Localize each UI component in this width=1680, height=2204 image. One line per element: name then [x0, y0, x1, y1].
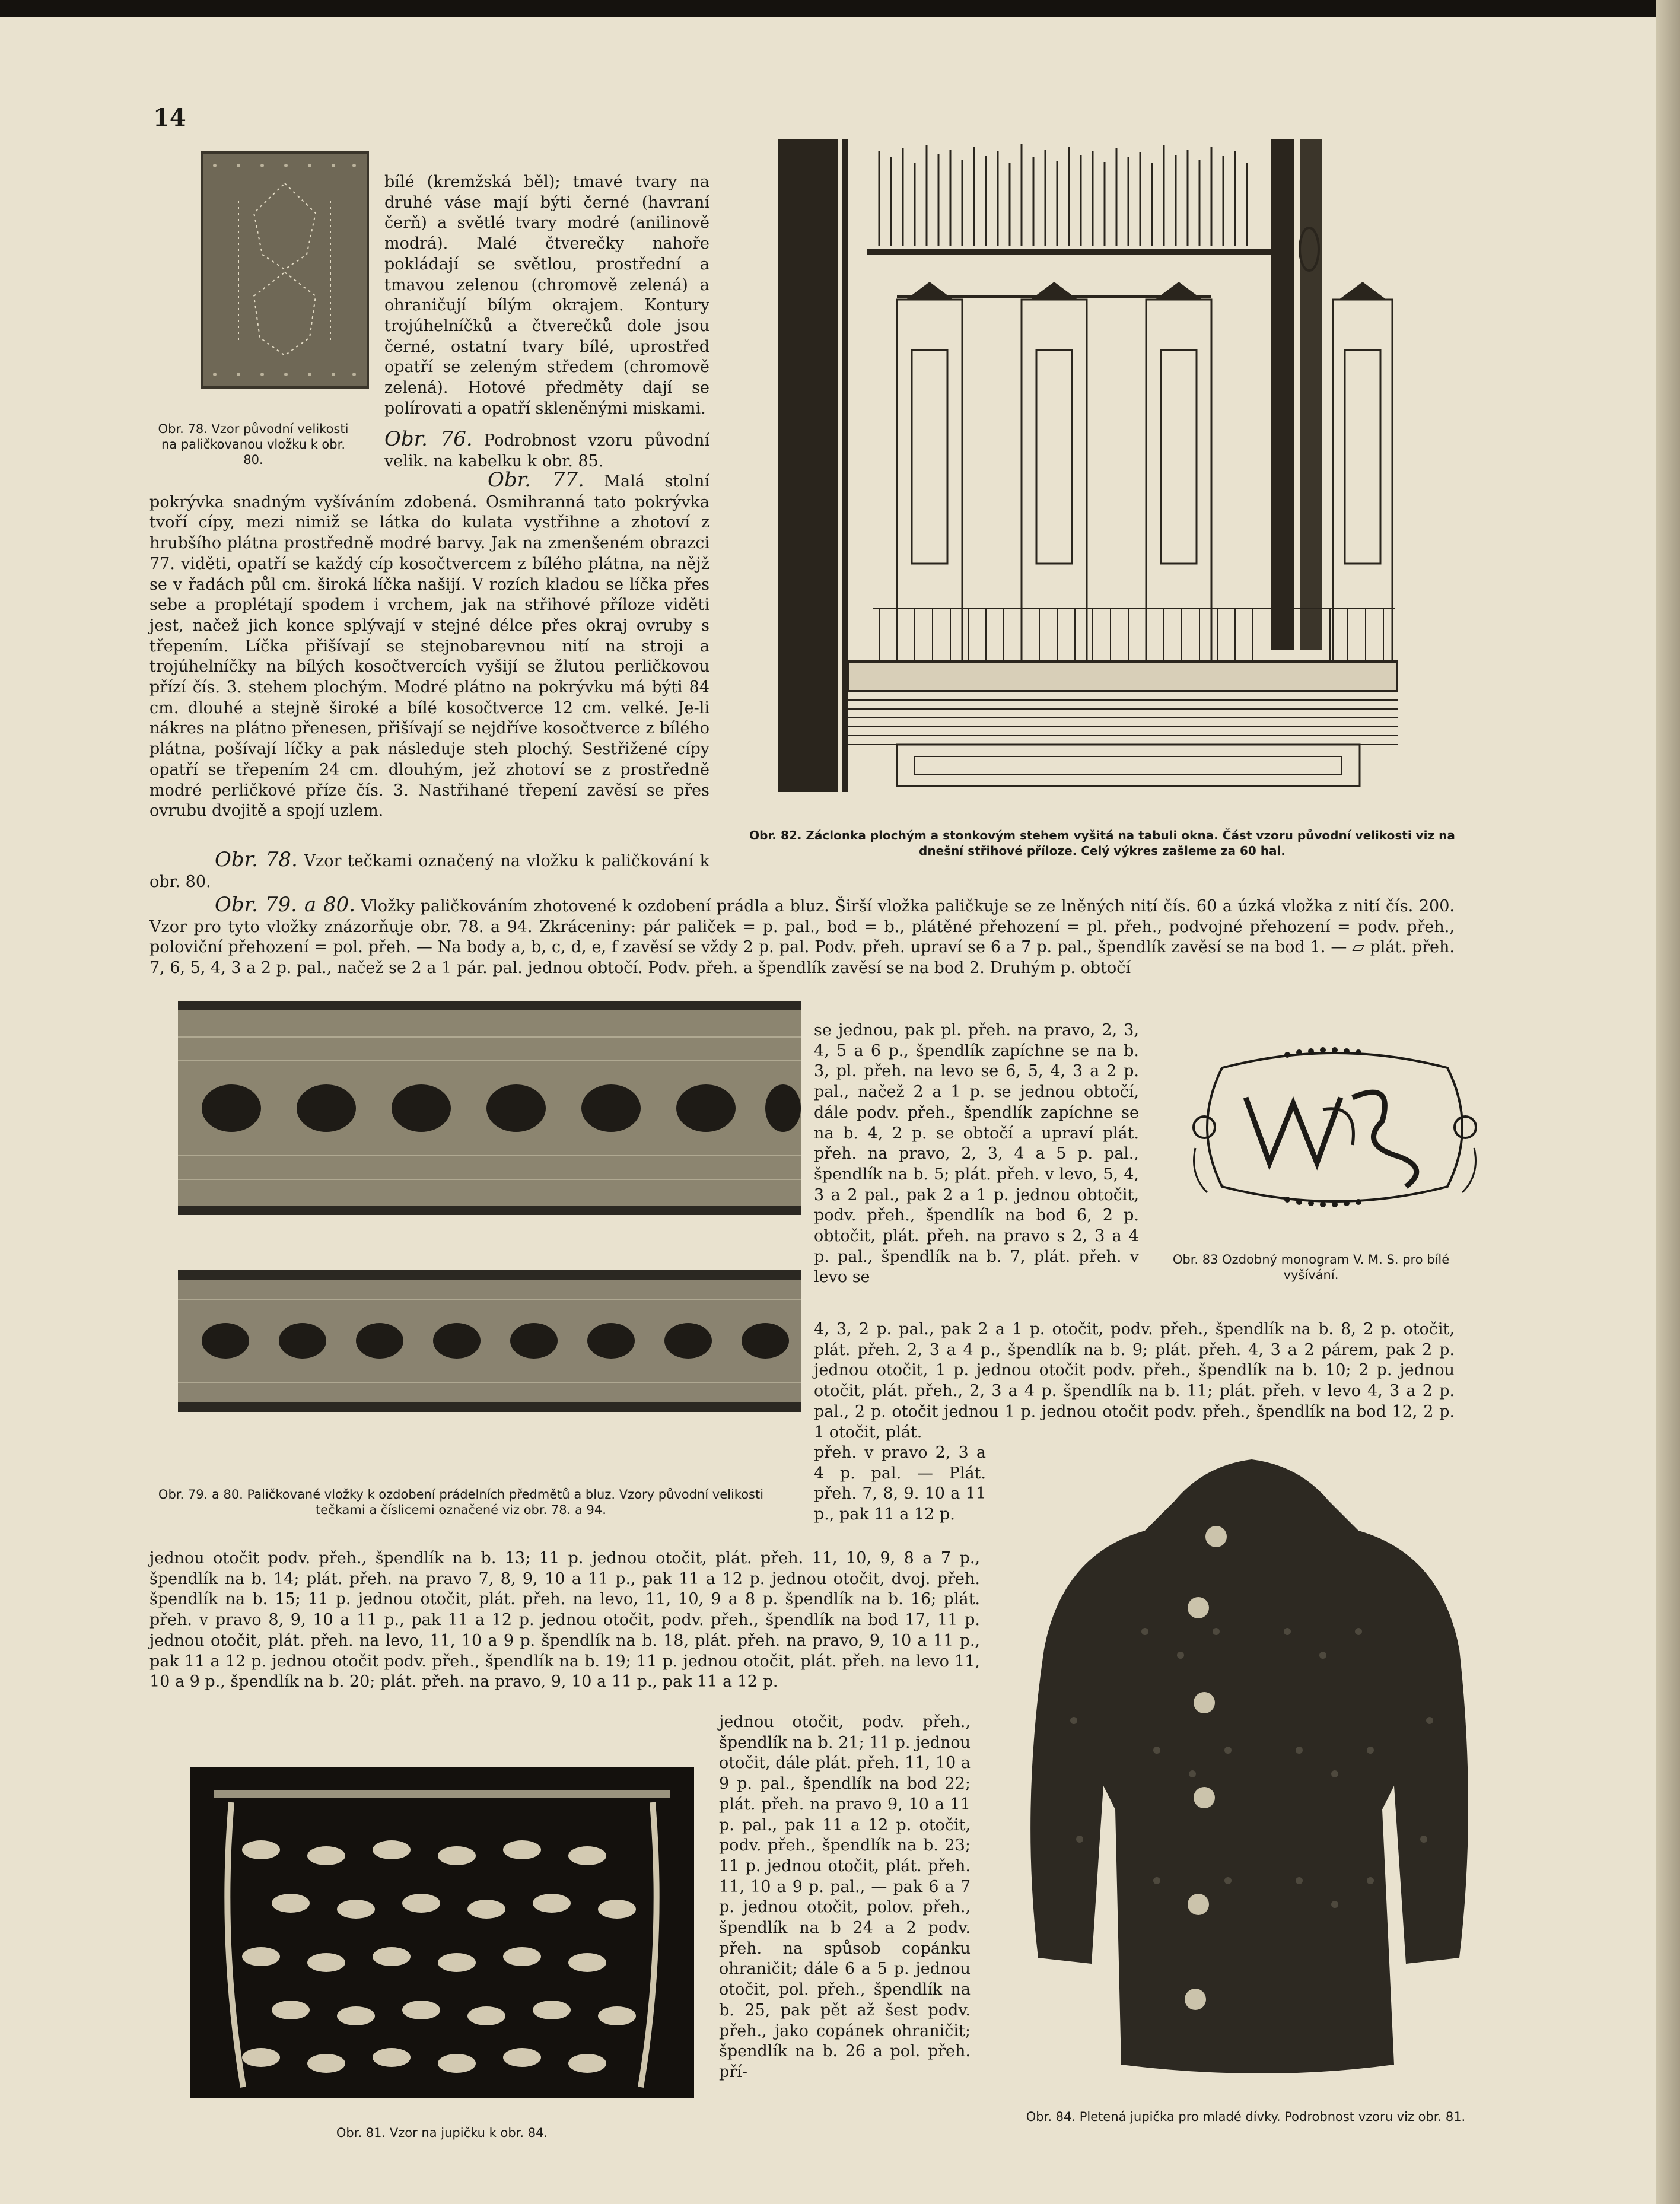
text-block-obr-78	[149, 850, 709, 892]
scan-right-edge	[1656, 0, 1680, 2204]
caption-obr-78: Obr. 78. Vzor původní velikosti na paličkovanou vložku k obr. 80.	[158, 422, 349, 467]
figure-78-pattern	[201, 151, 369, 389]
figure-84-jacket	[1026, 1454, 1477, 2082]
text-block-obr-77	[149, 470, 709, 822]
caption-obr-83: Obr. 83 Ozdobný monogram V. M. S. pro bílé vyšívání.	[1172, 1252, 1450, 1282]
figure-79-lace-wide	[178, 1001, 801, 1215]
text-obr-76: Podrobnost vzoru původní velik. na kabelku k obr. 85.	[384, 431, 709, 470]
label-obr-79-80: Obr. 79. a 80.	[215, 893, 356, 917]
label-obr-77: Obr. 77.	[488, 468, 584, 492]
label-obr-78: Obr. 78.	[215, 848, 298, 872]
text-block-narrow: přeh. v pravo 2, 3 a 4 p. pal. — Plát. přeh. 7, 8, 9. 10 a 11 p., pak 11 a 12 p.	[814, 1443, 986, 1524]
figure-81-knit-pattern	[190, 1767, 694, 2098]
text-block-obr-76	[384, 429, 709, 472]
figure-83-monogram	[1181, 1044, 1489, 1216]
text-block-wide-right: 4, 3, 2 p. pal., pak 2 a 1 p. otočit, podv. přeh., špendlík na b. 8, 2 p. otočit, plát. přeh. 2, 3 a 4 p., špendlík na b. 9; plát. přeh. 4, 3 a 2 párem, pak 2 p. jednou otočit, 1 p. jednou otočit podv. přeh., špendlík na b. 10; 2 p. jednou otočit, plát. přeh., 2, 3 a 4 p. špendlík na b. 11; plát. přeh. v levo 4, 3 a 2 p. pal., 2 p. otočit jednou 1 p. jednou otočit podv. přeh., špendlík na bod 12, 2 p. 1 otočit, plát.	[814, 1320, 1455, 1442]
text-obr-77: Malá stolní pokrývka snadným vyšíváním zdobená. Osmihranná tato pokrývka tvoří cípy, mezi nimiž se látka do kulata vystřihne a zhotoví z hrubšího plátna prostředně modré barvy. Jak na zmenšeném obrazci 77. viděti, opatří se každý cíp kosočtvercem z bílého plátna, na nějž se v řadách půl cm. široká líčka našijí. V rozích kladou se líčka přes sebe a proplétají spodem i vrchem, jak na střihové příloze viděti jest, načež jich konce splývají v stejné délce přes okraj ovruby s třepením. Líčka přišívají se stejnobarevnou nití na stroji a trojúhelníčky na bílých kosočtvercích vyšijí se žlutou perličkovou přízí čís. 3. stehem plochým. Modré plátno na pokrývku má býti 84 cm. dlouhé a stejně široké a bílé kosočtverce 12 cm. velké. Je-li nákres na plátno přenesen, přišívají se nejdříve kosočtverce z bílého plátna, pošívají líčky a pak následuje steh plochý. Sestřižené cípy opatří se třepením 24 cm. dlouhým, jež zhotoví se z prostředně modré perličkové příze čís. 3. Nastřihané třepení zavěsí se přes ovrubu dvojitě a spojí uzlem.	[149, 472, 709, 820]
figure-82-curtain	[778, 139, 1398, 792]
text-obr-79-80: Vložky paličkováním zhotovené k ozdobení prádla a bluz. Širší vložka paličkuje se ze lněných nití čís. 60 a úzká vložka z nití čís. 200. Vzor pro tyto vložky znázorňuje obr. 78. a 94. Zkráceniny: pár paliček = p. pal., bod = b., plátěné přehození = pl. přeh., podvojné přehození = podv. přeh., poloviční přehození = pol. přeh. — Na body a, b, c, d, e, f zavěsí se vždy 2 p. pal. Podv. přeh. upraví se 6 a 7 p. pal., špendlík zavěsí se na bod 1. — ▱ plát. přeh. 7, 6, 5, 4, 3 a 2 p. pal., načež se 2 a 1 pár. pal. jednou obtočí. Podv. přeh. a špendlík zavěsí se na bod 2. Druhým p. obtočí	[149, 897, 1455, 978]
label-obr-76: Obr. 76.	[384, 427, 473, 451]
scan-top-border	[0, 0, 1680, 17]
caption-obr-79-80: Obr. 79. a 80. Paličkované vložky k ozdobení prádelních předmětů a bluz. Vzory původní velikosti tečkami a číslicemi označené viz obr. 78. a 94.	[158, 1487, 764, 1517]
text-block-col-bottom: jednou otočit, podv. přeh., špendlík na b. 21; 11 p. jednou otočit, dále plát. přeh. 11, 10 a 9 p. pal., špendlík na bod 22; plát. přeh. na pravo 9, 10 a 11 p. pal., pak 11 a 12 p. otočit, podv. přeh., špendlík na b. 23; 11 p. jednou otočit, plát. přeh. 11, 10 a 9 p. pal., — pak 6 a 7 p. jednou otočit, polov. přeh., špendlík na b 24 a 2 podv. přeh. na spůsob copánku ohraničit; dále 6 a 5 p. jednou otočit, pol. přeh., špendlík na b. 25, pak pět až šest podv. přeh., jako copánek ohraničit; špendlík na b. 26 a pol. přeh. pří-	[719, 1713, 971, 2081]
text-obr-78: Vzor tečkami označený na vložku k paličkování k obr. 80.	[149, 852, 709, 891]
text-block-obr-79-80	[149, 895, 1455, 979]
text-block-wide-left: jednou otočit podv. přeh., špendlík na b. 13; 11 p. jednou otočit, plát. přeh. 11, 10, 9, 8 a 7 p., špendlík na b. 14; plát. přeh. na pravo 7, 8, 9, 10 a 11 p., pak 11 a 12 p. jednou otočit, dvoj. přeh. špendlík na b. 15; 11 p. jednou otočit, plát. přeh. na levo, 11, 10, 9 a 8 p. špendlík na b. 16; plát. přeh. v pravo 8, 9, 10 a 11 p., pak 11 a 12 p. jednou otočit, podv. přeh., špendlík na bod 17, 11 p. jednou otočit, plát. přeh. na levo, 11, 10 a 9 p. špendlík na b. 18, plát. přeh. na pravo, 9, 10 a 11 p., pak 11 a 12 p. jednou otočit podv. přeh., špendlík na b. 19; 11 p. jednou otočit, plát. přeh. na levo 11, 10 a 9 p., špendlík na b. 20; plát. přeh. na pravo, 9, 10 a 11 p., pak 11 a 12 p.	[149, 1549, 980, 1691]
text-block-1: bílé (kremžská běl); tmavé tvary na druhé váse mají býti černé (havraní čerň) a světlé tvary modré (anilinově modrá). Malé čtverečky nahoře pokládají se světlou, prostřední a tmavou zelenou (chromově zelená) a ohraničují bílým okrajem. Kontury trojúhelníčků a čtverečků dole jsou černé, ostatní tvary bílé, uprostřed opatří se zeleným středem (chromově zelená). Hotové předměty dají se polírovati a opatří skleněnými miskami.	[384, 173, 709, 418]
page-number: 14	[153, 104, 186, 132]
caption-obr-81: Obr. 81. Vzor na jupičku k obr. 84.	[336, 2126, 548, 2140]
caption-obr-84: Obr. 84. Pletená jupička pro mladé dívky. Podrobnost vzoru viz obr. 81.	[1026, 2110, 1466, 2124]
figure-80-lace-narrow	[178, 1270, 801, 1412]
caption-obr-82: Obr. 82. Záclonka plochým a stonkovým stehem vyšitá na tabuli okna. Část vzoru původní velikosti viz na dnešní střihové příloze. Celý výkres zašleme za 60 hal.	[749, 828, 1455, 858]
text-block-col-mid: se jednou, pak pl. přeh. na pravo, 2, 3, 4, 5 a 6 p., špendlík zapíchne se na b. 3, pl. přeh. na levo se 6, 5, 4, 3 a 2 p. pal., načež 2 a 1 p. se jednou obtočí, dále podv. přeh., špendlík zapíchne se na b. 4, 2 p. se obtočí a upraví plát. přeh. na pravo, 2, 3, 4 a 5 p. pal., špendlík na b. 5; plát. přeh. v levo, 5, 4, 3 a 2 pal., pak 2 a 1 p. jednou obtočit, podv. přeh., špendlík na bod 6, 2 p. obtočit, plát. přeh. na pravo s 2, 3 a 4 p. pal., špendlík na b. 7, plát. přeh. v levo se	[814, 1021, 1139, 1287]
